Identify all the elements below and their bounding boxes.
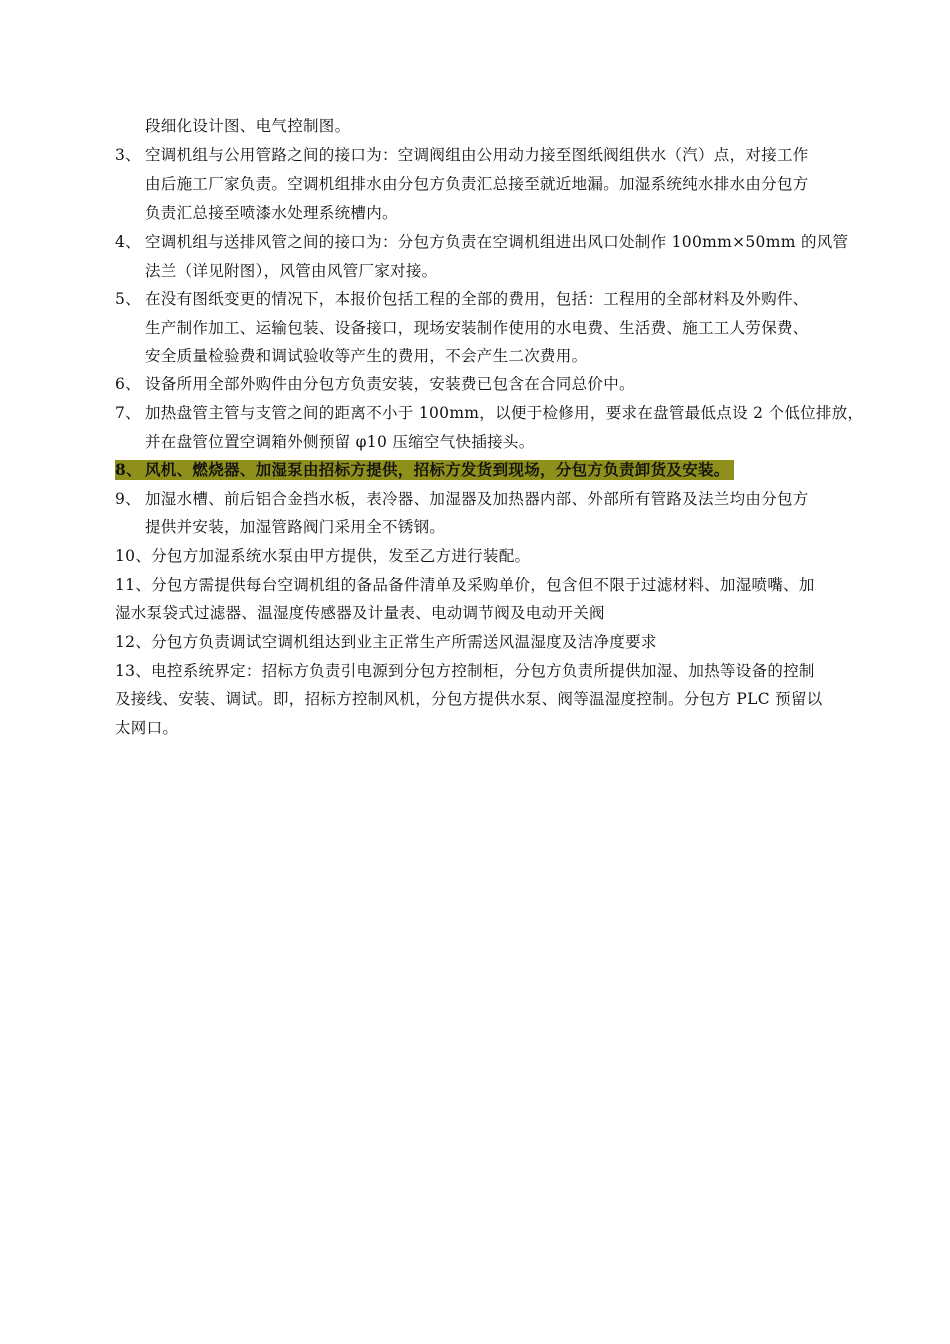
paragraph-line: 负责汇总接至喷漆水处理系统槽内。 [145, 204, 398, 222]
item-number: 5、 [115, 290, 141, 308]
item-number: 8、 [115, 460, 142, 479]
paragraph-line: 段细化设计图、电气控制图。 [145, 117, 351, 135]
item-number: 3、 [115, 146, 141, 164]
paragraph-line: 风机、燃烧器、加湿泵由招标方提供，招标方发货到现场，分包方负责卸货及安装。 [145, 460, 730, 479]
list-item-6 [115, 374, 635, 394]
list-item-5 [115, 289, 809, 309]
list-item-12: 12、分包方负责调试空调机组达到业主正常生产所需送风温湿度及洁净度要求 [115, 633, 657, 651]
list-item-10: 10、分包方加湿系统水泵由甲方提供，发至乙方进行装配。 [115, 547, 531, 565]
paragraph-line: 在没有图纸变更的情况下，本报价包括工程的全部的费用，包括：工程用的全部材料及外购件、 [145, 290, 809, 308]
item-number: 9、 [115, 490, 141, 508]
paragraph-line: 安全质量检验费和调试验收等产生的费用，不会产生二次费用。 [145, 347, 588, 365]
paragraph-line: 提供并安装，加湿管路阀门采用全不锈钢。 [145, 518, 446, 536]
list-item-13: 13、电控系统界定：招标方负责引电源到分包方控制柜，分包方负责所提供加湿、加热等设备的控制 [115, 662, 815, 680]
list-item-8-highlighted [115, 460, 734, 480]
paragraph-line: 生产制作加工、运输包装、设备接口，现场安装制作使用的水电费、生活费、施工工人劳保费、 [145, 319, 809, 337]
item-number: 7、 [115, 404, 141, 422]
paragraph-line: 空调机组与公用管路之间的接口为：空调阀组由公用动力接至图纸阀组供水（汽）点，对接工作 [145, 146, 809, 164]
list-item-11: 11、分包方需提供每台空调机组的备品备件清单及采购单价，包含但不限于过滤材料、加湿喷嘴、加 [115, 576, 815, 594]
list-item-4 [115, 232, 848, 252]
list-item-9 [115, 489, 809, 509]
list-item-7 [115, 403, 863, 423]
paragraph-line: 由后施工厂家负责。空调机组排水由分包方负责汇总接至就近地漏。加湿系统纯水排水由分包方 [145, 175, 809, 193]
item-number: 6、 [115, 375, 141, 393]
list-item-3 [115, 145, 809, 165]
paragraph-line: 空调机组与送排风管之间的接口为：分包方负责在空调机组进出风口处制作 100mm×50mm 的风管 [145, 233, 849, 251]
paragraph-line: 湿水泵袋式过滤器、温湿度传感器及计量表、电动调节阀及电动开关阀 [115, 604, 605, 622]
paragraph-line: 加热盘管主管与支管之间的距离不小于 100mm，以便于检修用，要求在盘管最低点设 2 个低位排放， [145, 404, 864, 422]
paragraph-line: 加湿水槽、前后铝合金挡水板，表冷器、加湿器及加热器内部、外部所有管路及法兰均由分包方 [145, 490, 809, 508]
paragraph-line: 法兰（详见附图），风管由风管厂家对接。 [145, 262, 438, 280]
paragraph-line: 并在盘管位置空调箱外侧预留 φ10 压缩空气快插接头。 [145, 433, 535, 451]
paragraph-line: 及接线、安装、调试。即，招标方控制风机，分包方提供水泵、阀等温湿度控制。分包方 PLC 预留以 [115, 690, 823, 708]
item-number: 4、 [115, 233, 141, 251]
paragraph-line: 太网口。 [115, 719, 179, 737]
paragraph-line: 设备所用全部外购件由分包方负责安装，安装费已包含在合同总价中。 [145, 375, 635, 393]
